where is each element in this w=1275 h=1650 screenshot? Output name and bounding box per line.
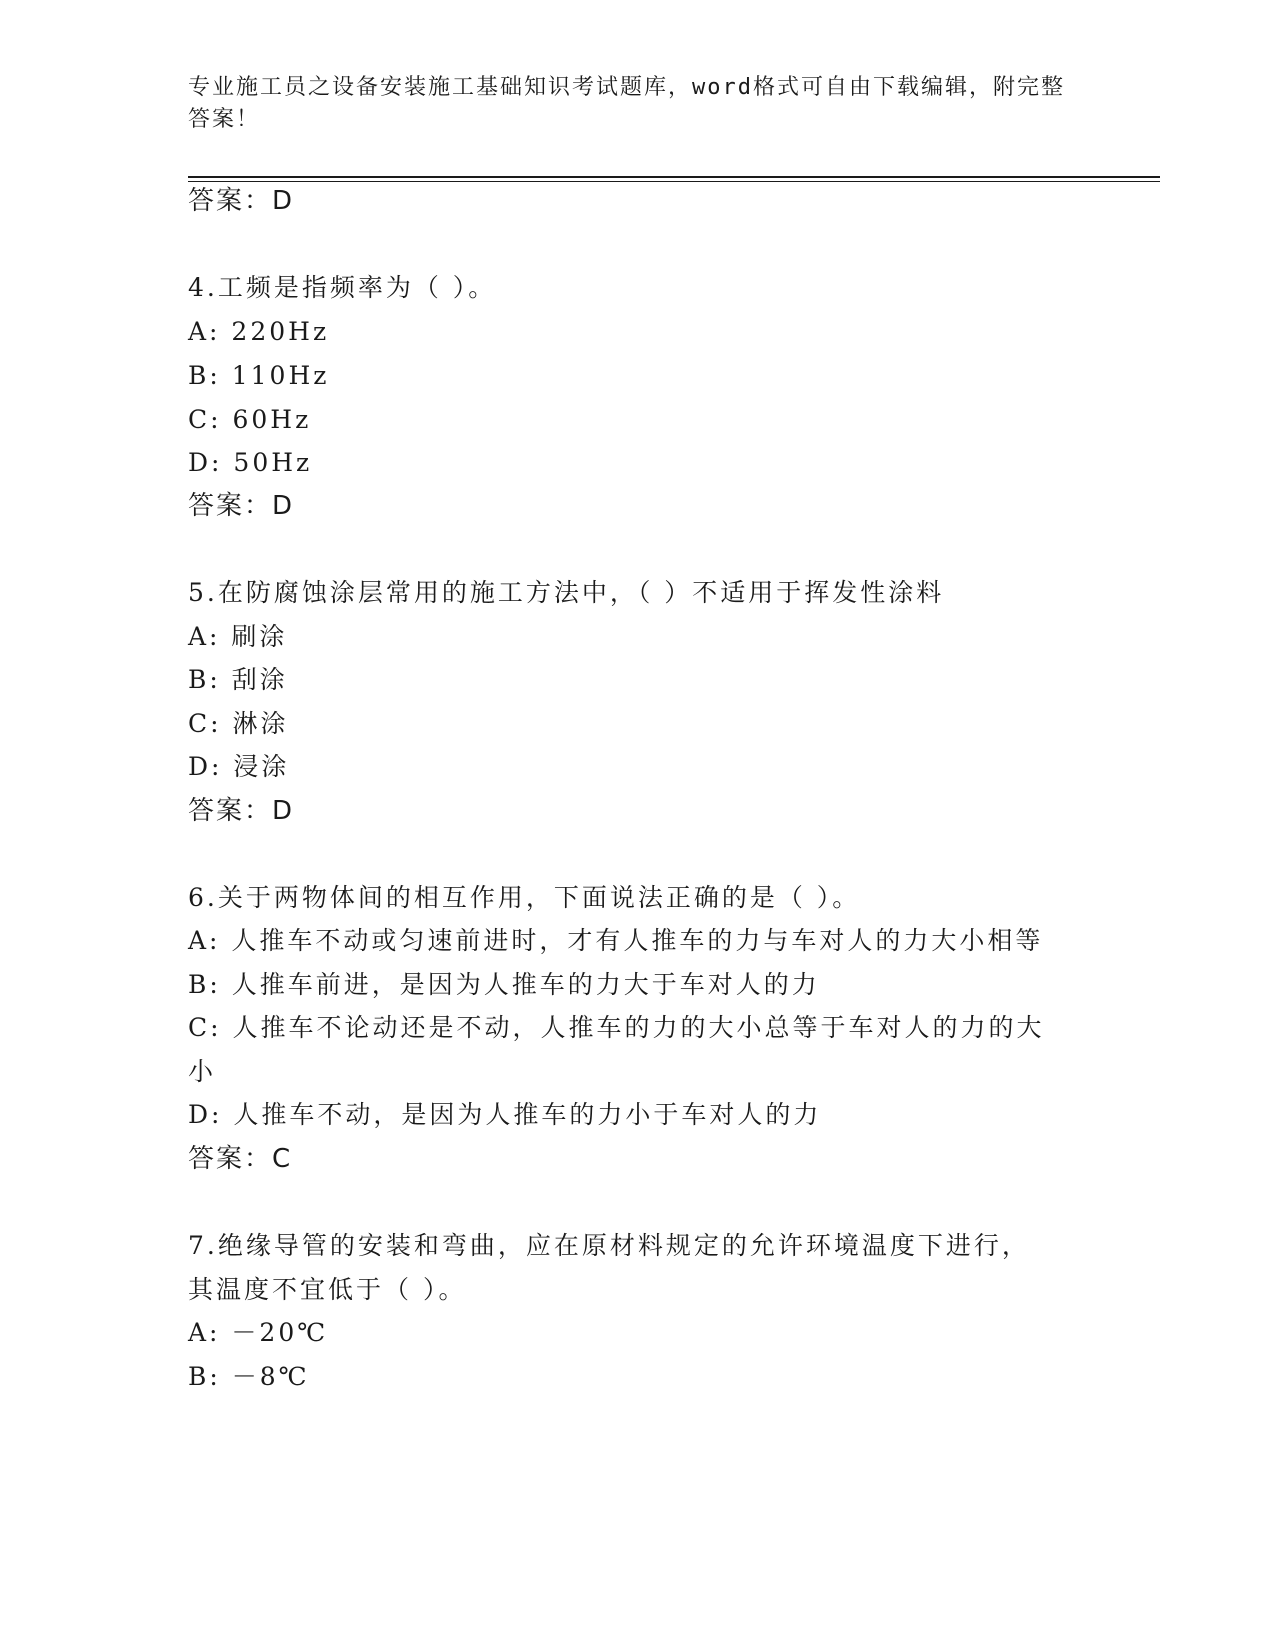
question-5-option-d: D: 浸涂: [188, 752, 290, 781]
question-7-option-b: B: －8℃: [188, 1362, 310, 1391]
question-4-option-d: D: 50Hz: [188, 448, 313, 477]
question-4-option-a: A: 220Hz: [188, 317, 330, 346]
answer-q6: 答案：C: [188, 1144, 293, 1174]
question-5-option-a: A: 刷涂: [188, 622, 288, 651]
header-rule-thin: [188, 181, 1160, 182]
document-header: 专业施工员之设备安装施工基础知识考试题库，word格式可自由下载编辑，附完整答案！: [188, 75, 1065, 132]
header-rule-thick: [188, 176, 1160, 178]
question-4-stem: 4.工频是指频率为（ ）。: [188, 273, 497, 302]
question-6-option-c-line1: C: 人推车不论动还是不动，人推车的力的大小总等于车对人的力的大: [188, 1013, 1045, 1042]
question-6-option-c-line2: 小: [188, 1057, 217, 1086]
answer-q4: 答案：D: [188, 491, 295, 521]
question-6-stem: 6.关于两物体间的相互作用，下面说法正确的是（ ）。: [188, 883, 861, 912]
question-6-option-a: A: 人推车不动或匀速前进时，才有人推车的力与车对人的力大小相等: [188, 926, 1044, 955]
answer-q5: 答案：D: [188, 796, 295, 826]
question-6-option-b: B: 人推车前进，是因为人推车的力大于车对人的力: [188, 970, 820, 999]
question-7-stem-line2: 其温度不宜低于（ ）。: [188, 1275, 467, 1304]
question-7-option-a: A: －20℃: [188, 1318, 329, 1347]
question-5-option-c: C: 淋涂: [188, 709, 289, 738]
question-4-option-b: B: 110Hz: [188, 361, 330, 390]
question-5-stem: 5.在防腐蚀涂层常用的施工方法中，（ ）不适用于挥发性涂料: [188, 578, 945, 607]
question-6-option-d: D: 人推车不动，是因为人推车的力小于车对人的力: [188, 1100, 822, 1129]
question-5-option-b: B: 刮涂: [188, 665, 288, 694]
question-7-stem-line1: 7.绝缘导管的安装和弯曲，应在原材料规定的允许环境温度下进行，: [188, 1231, 1030, 1260]
question-4-option-c: C: 60Hz: [188, 405, 312, 434]
answer-prev: 答案：D: [188, 186, 295, 216]
